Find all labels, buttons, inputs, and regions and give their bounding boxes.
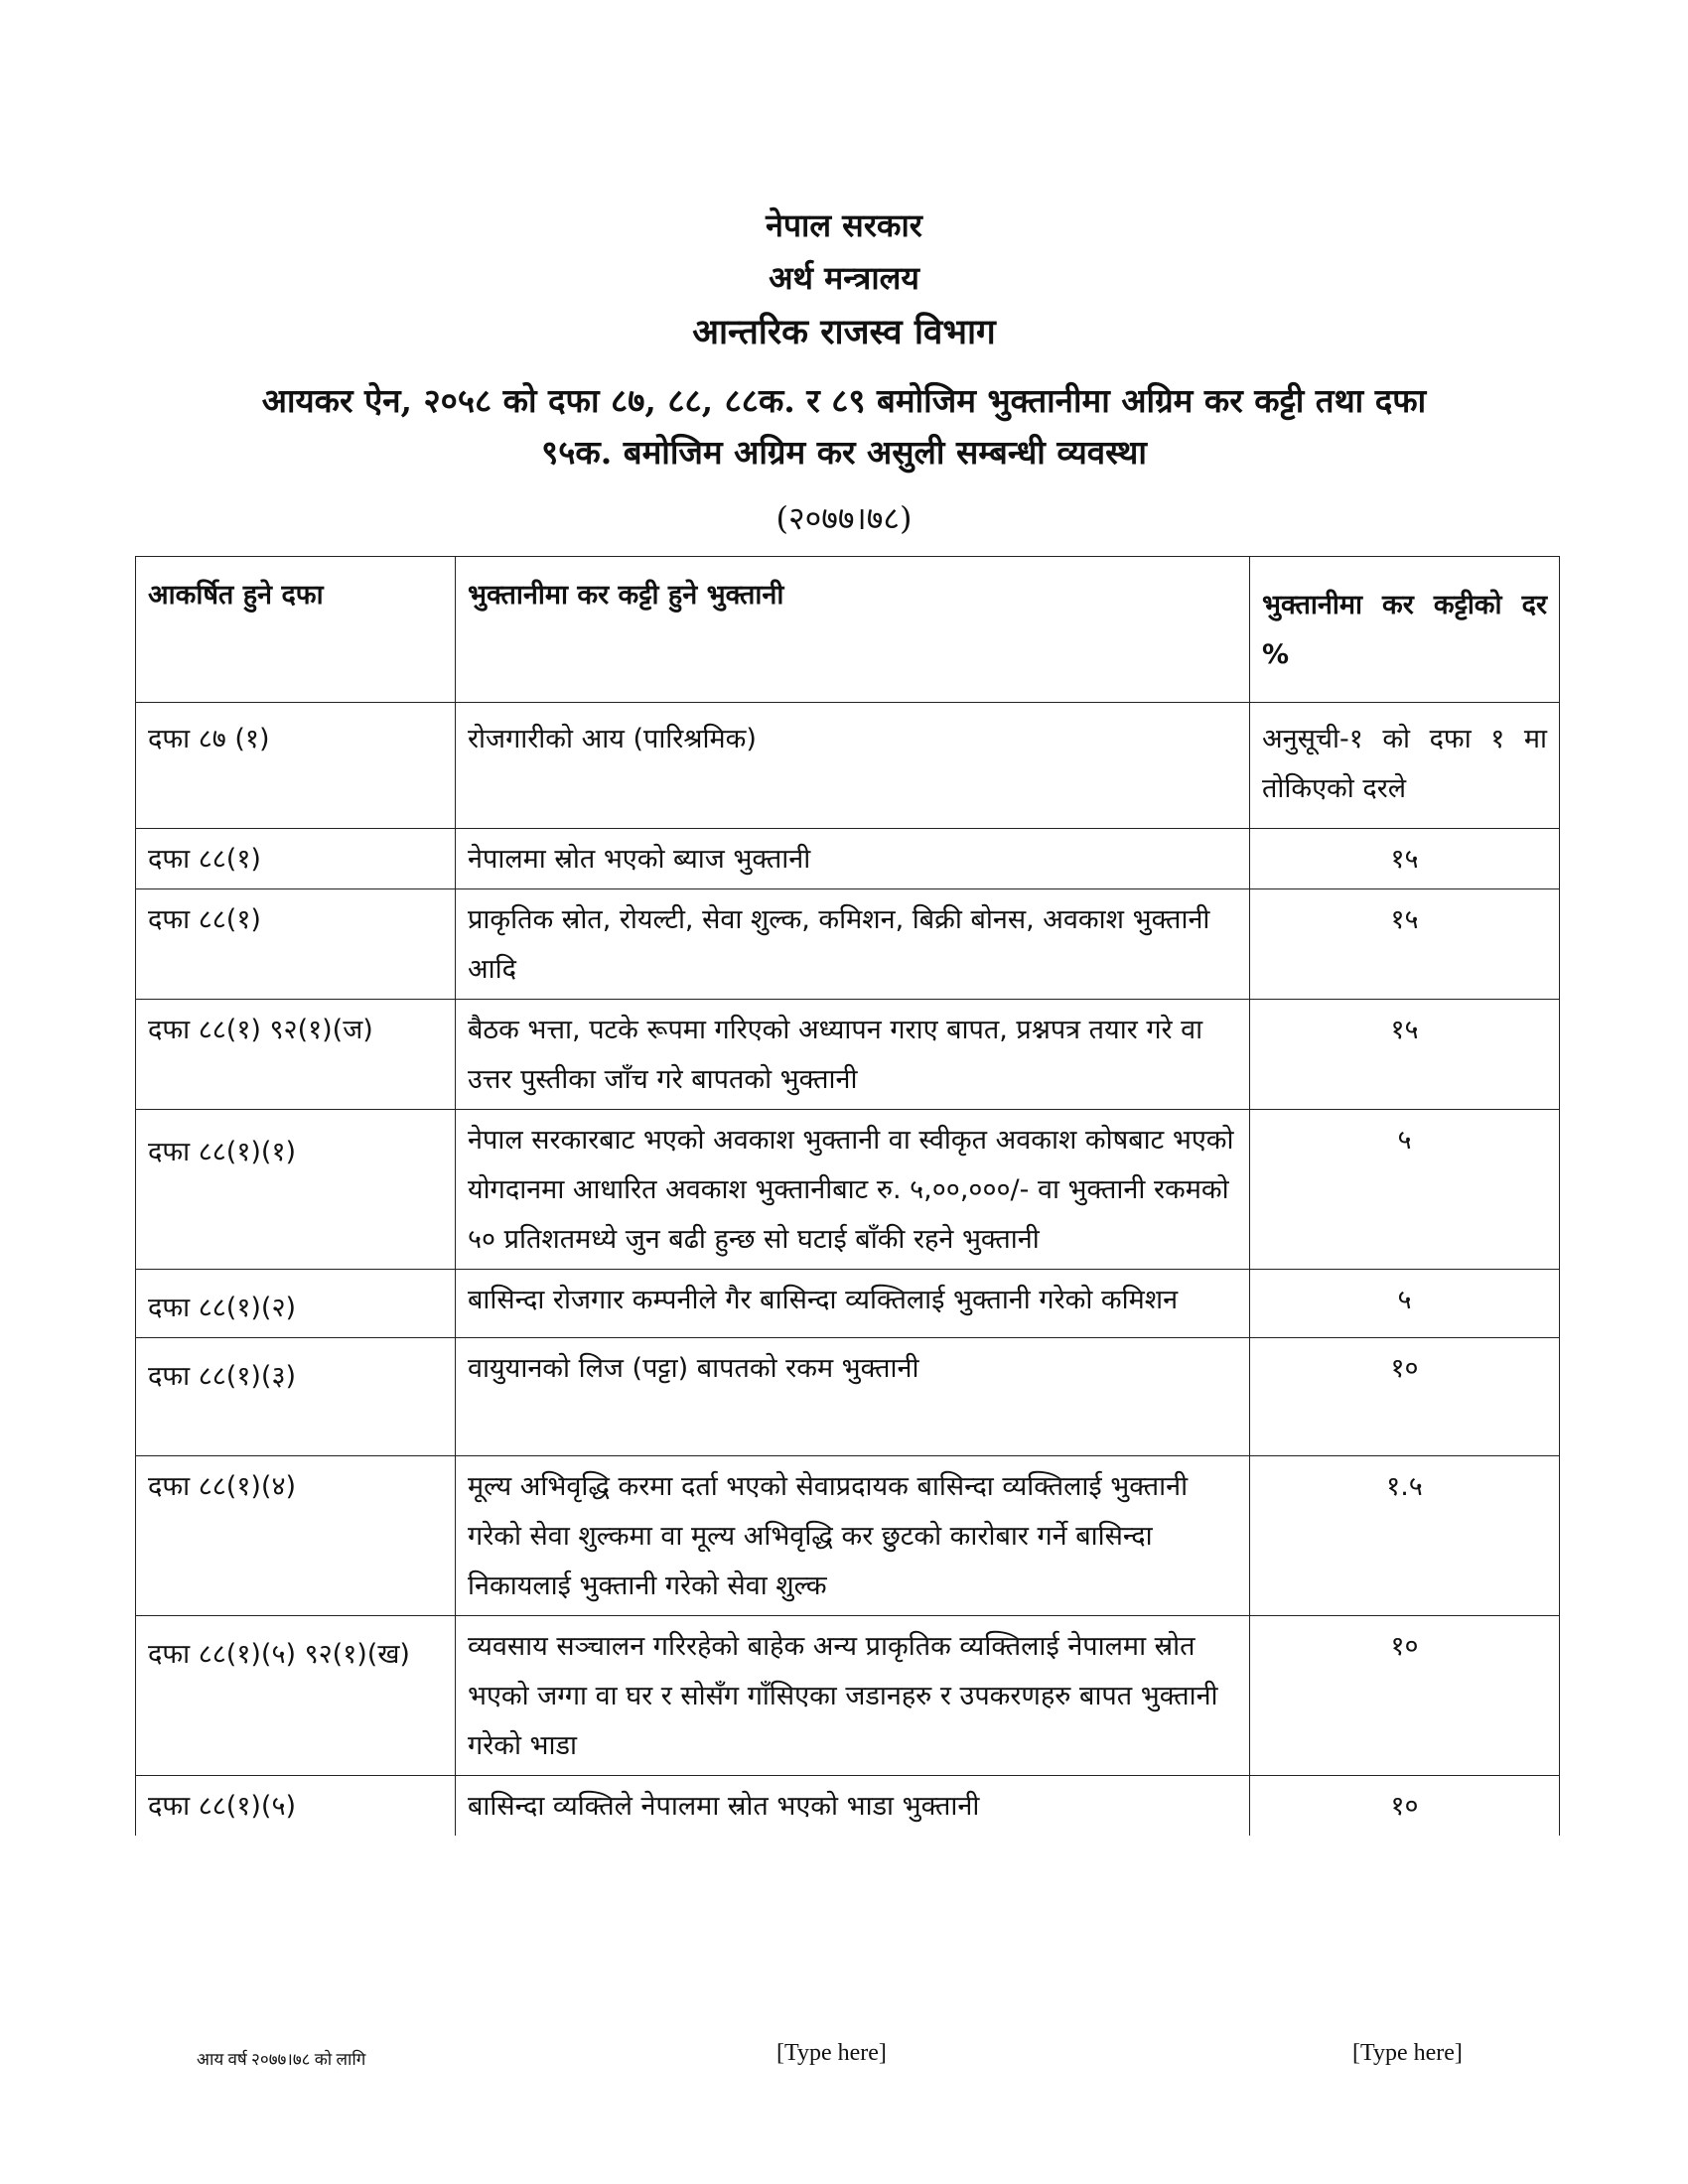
title-line-1: आयकर ऐन, २०५८ को दफा ८७, ८८, ८८क. र ८९ बमोजिम भुक्तानीमा अग्रिम कर कट्टी तथा दफा — [261, 381, 1427, 420]
payment-cell: मूल्य अभिवृद्धि करमा दर्ता भएको सेवाप्रदायक बासिन्दा व्यक्तिलाई भुक्तानी गरेको सेवा शुल्कमा वा मूल्य अभिवृद्धि कर छुटको कारोबार गर्ने बासिन्दा निकायलाई भुक्तानी गरेको सेवा शुल्क — [456, 1456, 1250, 1616]
table-row — [136, 1616, 1560, 1776]
tds-rates-table — [135, 556, 1560, 1836]
rate-cell: अनुसूची-१ को दफा १ मा तोकिएको दरले — [1250, 703, 1560, 829]
rate-cell: १० — [1250, 1776, 1560, 1837]
table-row — [136, 1000, 1560, 1110]
footer-fiscal-year-note: आय वर्ष २०७७।७८ को लागि — [197, 2050, 366, 2069]
ministry-heading: अर्थ मन्त्रालय — [769, 259, 919, 297]
department-heading: आन्तरिक राजस्व विभाग — [692, 312, 996, 352]
title-line-2: ९५क. बमोजिम अग्रिम कर असुली सम्बन्धी व्यवस्था — [541, 433, 1147, 472]
section-cell: दफा ८८(१)(५) ९२(१)(ख) — [136, 1616, 456, 1776]
header-rate-label: भुक्तानीमा कर कट्टीको दर % — [1262, 590, 1547, 670]
table-row — [136, 1110, 1560, 1270]
table-row — [136, 1456, 1560, 1616]
header-rate — [1250, 557, 1560, 703]
rate-cell: १५ — [1250, 829, 1560, 889]
rate-cell: ५ — [1250, 1270, 1560, 1338]
table-row — [136, 1776, 1560, 1837]
rate-cell: १० — [1250, 1616, 1560, 1776]
header-section: आकर्षित हुने दफा — [136, 557, 456, 703]
table-header-row — [136, 557, 1560, 703]
document-title — [0, 375, 1688, 478]
footer-placeholder-center[interactable]: [Type here] — [776, 2040, 887, 2066]
section-cell: दफा ८८(१) — [136, 829, 456, 889]
rate-cell: १० — [1250, 1338, 1560, 1456]
section-cell: दफा ८८(१)(१) — [136, 1110, 456, 1270]
section-cell: दफा ८८(१) ९२(१)(ज) — [136, 1000, 456, 1110]
section-cell: दफा ८८(१)(३) — [136, 1338, 456, 1456]
payment-cell: नेपालमा स्रोत भएको ब्याज भुक्तानी — [456, 829, 1250, 889]
table-row — [136, 1338, 1560, 1456]
fiscal-year: (२०७७।७८) — [775, 499, 913, 537]
payment-cell: प्राकृतिक स्रोत, रोयल्टी, सेवा शुल्क, कमिशन, बिक्री बोनस, अवकाश भुक्तानी आदि — [456, 889, 1250, 1000]
payment-cell: वायुयानको लिज (पट्टा) बापतको रकम भुक्तानी — [456, 1338, 1250, 1456]
table-row — [136, 1270, 1560, 1338]
section-cell: दफा ८८(१)(५) — [136, 1776, 456, 1837]
rate-cell: १५ — [1250, 1000, 1560, 1110]
payment-cell: नेपाल सरकारबाट भएको अवकाश भुक्तानी वा स्वीकृत अवकाश कोषबाट भएको योगदानमा आधारित अवकाश भुक्तानीबाट रु. ५,००,०००/- वा भुक्तानी रकमको ५० प्रतिशतमध्ये जुन बढी हुन्छ सो घटाई बाँकी रहने भुक्तानी — [456, 1110, 1250, 1270]
payment-cell: बैठक भत्ता, पटके रूपमा गरिएको अध्यापन गराए बापत, प्रश्नपत्र तयार गरे वा उत्तर पुस्तीका जाँच गरे बापतको भुक्तानी — [456, 1000, 1250, 1110]
table-row — [136, 703, 1560, 829]
footer-placeholder-right[interactable]: [Type here] — [1352, 2040, 1463, 2066]
payment-cell: रोजगारीको आय (पारिश्रमिक) — [456, 703, 1250, 829]
rate-cell: ५ — [1250, 1110, 1560, 1270]
section-cell: दफा ८८(१) — [136, 889, 456, 1000]
section-cell: दफा ८८(१)(४) — [136, 1456, 456, 1616]
table-row — [136, 829, 1560, 889]
table-row — [136, 889, 1560, 1000]
rate-cell: १५ — [1250, 889, 1560, 1000]
header-payment: भुक्तानीमा कर कट्टी हुने भुक्तानी — [456, 557, 1250, 703]
section-cell: दफा ८७ (१) — [136, 703, 456, 829]
government-heading: नेपाल सरकार — [766, 206, 922, 244]
payment-cell: व्यवसाय सञ्चालन गरिरहेको बाहेक अन्य प्राकृतिक व्यक्तिलाई नेपालमा स्रोत भएको जग्गा वा घर र सोसँग गाँसिएका जडानहरु र उपकरणहरु बापत भुक्तानी गरेको भाडा — [456, 1616, 1250, 1776]
rate-cell: १.५ — [1250, 1456, 1560, 1616]
section-cell: दफा ८८(१)(२) — [136, 1270, 456, 1338]
payment-cell: बासिन्दा रोजगार कम्पनीले गैर बासिन्दा व्यक्तिलाई भुक्तानी गरेको कमिशन — [456, 1270, 1250, 1338]
payment-cell: बासिन्दा व्यक्तिले नेपालमा स्रोत भएको भाडा भुक्तानी — [456, 1776, 1250, 1837]
